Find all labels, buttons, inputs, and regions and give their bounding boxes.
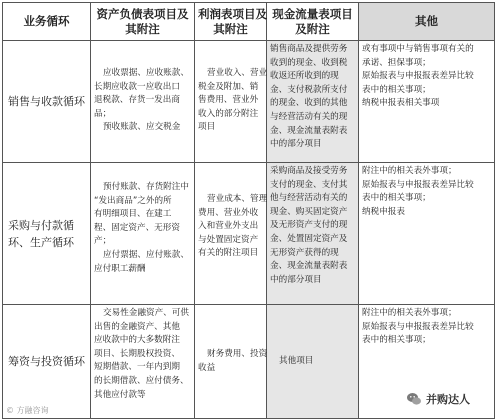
cell-line: 原始报表与申报报表差异比较 (362, 321, 474, 332)
table-header-row (3, 3, 495, 41)
cell-line: 费用、营业外收 (198, 207, 259, 218)
income-statement-cell (195, 41, 267, 163)
cell-line: 的长期借款、应付债务、 (94, 375, 189, 386)
header-cash-flow-line-1: 现金流量表项目 (272, 6, 353, 21)
cell-line: 的现金、收到的其他 (270, 98, 348, 109)
balance-sheet-cell (91, 41, 195, 163)
header-income-line-2: 其附注 (213, 21, 248, 36)
cell-line: 收返还所收到的现 (270, 71, 339, 82)
cell-line: 表中的相关事项； (362, 335, 431, 346)
balance-sheet-cell (91, 305, 195, 419)
source-watermark: © 方融咨询 (6, 406, 49, 415)
cell-line: “发出商品”之外的所 (94, 195, 172, 206)
cell-line: 收入的部分附注 (198, 108, 259, 119)
cell-line: 其他项目 (279, 355, 314, 366)
cell-line: 支付的现金、支付其 (270, 179, 348, 190)
header-cash-flow (267, 3, 359, 41)
cell-line: 附注中的相关表外事项； (362, 166, 457, 176)
cell-line: 纳税申报表 (362, 206, 405, 217)
cell-line: 金、支付税款所支付 (270, 84, 348, 95)
cell-line: 应付职工薪酬 (94, 263, 146, 274)
cell-line: 原始报表与申报报表差异比较 (362, 179, 474, 190)
cell-line: 退税款、存货一发出商 (94, 95, 180, 106)
cell-line: 营业成本、管理 (207, 194, 268, 204)
cash-flow-cell (267, 163, 359, 305)
cell-line: 附注中的相关表外事项； (362, 308, 457, 318)
header-balance-sheet (91, 3, 195, 41)
cell-line: 有关的附注项目 (198, 248, 259, 259)
header-balance-sheet-line-1: 资产负债表项目及 (96, 6, 189, 21)
cell-line: 表中的相关事项； (362, 193, 431, 204)
cell-line: 有明细项目、在建工 (94, 209, 172, 220)
balance-sheet-cell (91, 163, 195, 305)
cell-line: 应付票据、应付账款、 (103, 249, 189, 260)
cell-line: 项目 (198, 122, 216, 133)
income-statement-cell (195, 305, 267, 419)
other-cell (359, 41, 495, 163)
cell-line: 与处置固定资产 (198, 234, 259, 245)
business-cycle-table (2, 2, 495, 419)
wechat-icon (406, 391, 422, 407)
cell-line: 其他应付款等 (94, 389, 146, 400)
cycle-cell: 筹资与投资循环 (3, 305, 91, 419)
cell-line: 或有事项中与销售事项有关的 (362, 44, 474, 54)
header-business-cycle: 业务循环 (3, 3, 91, 41)
cell-line: 收益 (198, 362, 216, 373)
cell-line: 品； (94, 108, 112, 119)
cell-line: 纳税申报表相关事项 (362, 98, 440, 109)
brand-watermark (402, 389, 474, 409)
header-income-line-1: 利润表项目及 (198, 6, 267, 21)
cell-line: 营业收入、营业 (207, 68, 268, 78)
cell-line: 中的部分项目 (270, 274, 322, 285)
cell-line: 销售商品及提供劳务 (270, 44, 348, 54)
cell-line: 收到的现金、收到税 (270, 57, 348, 68)
cell-line: 程、固定资产、无形资 (94, 222, 180, 233)
cell-line: 及无形资产支付的现 (270, 220, 348, 231)
income-statement-cell (195, 163, 267, 305)
cell-line: 出售的金融资产、其他 (94, 321, 180, 332)
cell-line: 承诺、担保事项； (362, 57, 431, 68)
cell-line: 原始报表与申报报表差异比较 (362, 71, 474, 82)
cell-line: 金、现金流量表附表 (270, 125, 348, 136)
cell-line: 入和营业外支出 (198, 221, 259, 232)
cell-line: 财务费用、投资 (207, 348, 268, 359)
cycle-cell: 销售与收款循环 (3, 41, 91, 163)
header-cash-flow-line-2: 及附注 (295, 21, 330, 36)
cell-line: 交易性金融资产、可供 (103, 308, 189, 318)
table-row-procurement (3, 163, 495, 305)
cell-line: 与经营活动有关的现 (270, 111, 348, 122)
cash-flow-cell (267, 41, 359, 163)
cash-flow-cell (267, 305, 359, 419)
cycle-line-2: 环、生产循环 (8, 235, 74, 249)
cell-line: 短期借款、一年内到期 (94, 362, 180, 373)
cell-line: 现金、购买固定资产 (270, 206, 348, 217)
header-balance-sheet-line-2: 其附注 (125, 21, 160, 36)
cell-line: 中的部分项目 (270, 139, 322, 150)
brand-watermark-text: 并购达人 (426, 393, 470, 406)
other-cell (359, 163, 495, 305)
cycle-cell (3, 163, 91, 305)
cell-line: 他与经营活动有关的 (270, 193, 348, 204)
cell-line: 项目、长期股权投资、 (94, 348, 180, 359)
cell-line: 售费用、营业外 (198, 95, 259, 106)
cell-line: 产； (94, 236, 112, 247)
header-other: 其他 (359, 3, 495, 41)
cell-line: 无形资产获得的现 (270, 247, 339, 258)
cell-line: 应收票据、应收账款、 (103, 68, 189, 78)
cell-line: 金、现金流量表附表 (270, 261, 348, 272)
cell-line: 采购商品及接受劳务 (270, 166, 348, 176)
cell-line: 应收款中的大多数附注 (94, 335, 180, 346)
cell-line: 金、处置固定资产及 (270, 233, 348, 244)
cell-line: 预付账款、存货附注中 (103, 182, 189, 192)
cell-line: 表中的相关事项； (362, 84, 431, 95)
cycle-line-1: 采购与付款循 (8, 218, 74, 232)
header-income-statement (195, 3, 267, 41)
cell-line: 预收账款、应交税金 (103, 122, 181, 133)
table-row-sales (3, 41, 495, 163)
cell-line: 税金及附加、销 (198, 81, 259, 92)
cell-line: 长期应收款一应收出口 (94, 81, 180, 92)
